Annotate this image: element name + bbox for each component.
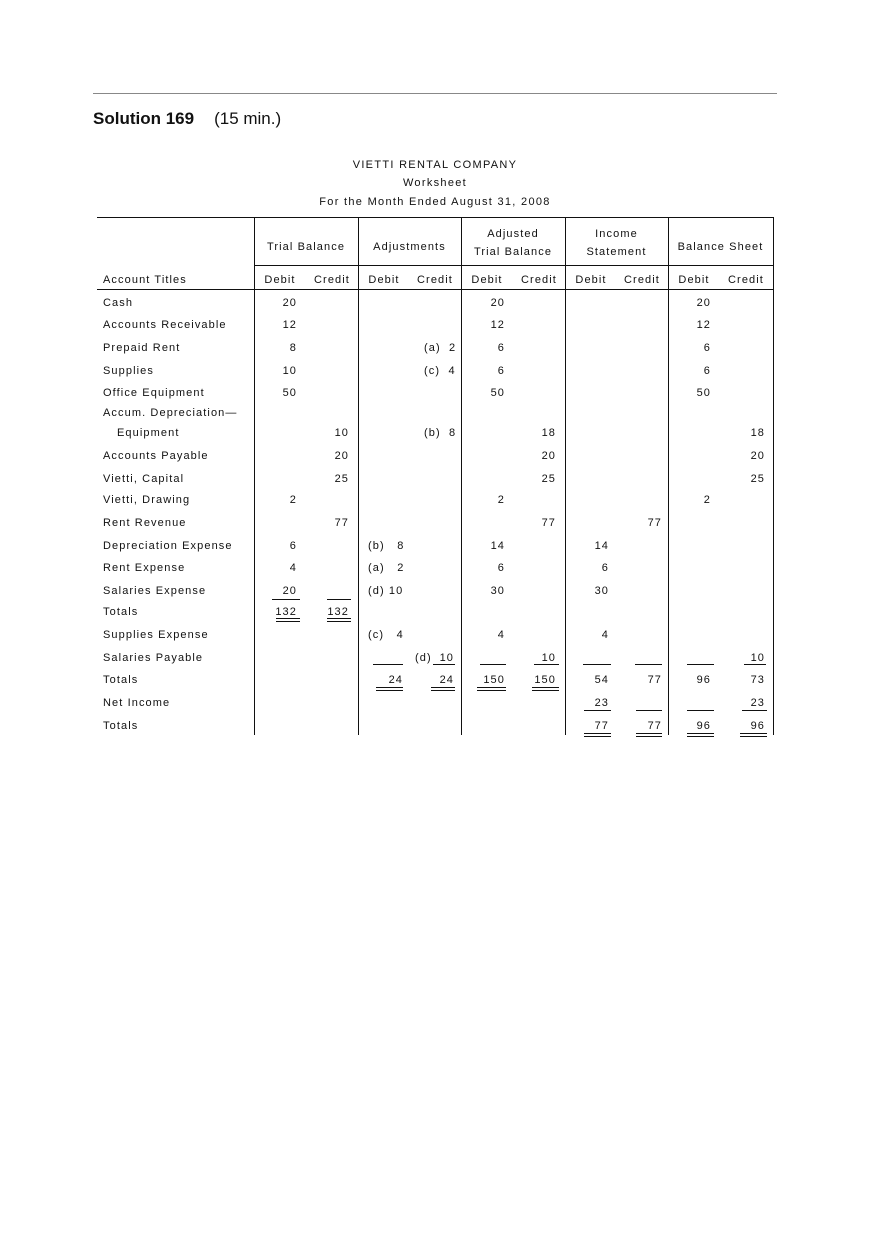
- account-title: Supplies: [103, 365, 154, 377]
- header-debit-0: Debit: [264, 274, 296, 286]
- column-divider-2: [461, 217, 462, 735]
- bs-net-underline: [742, 710, 767, 711]
- amount-tb-d: 2: [289, 494, 297, 506]
- is-net-underline: [584, 710, 611, 711]
- bs-c-final-line1: [740, 733, 767, 734]
- account-title: Vietti, Capital: [103, 473, 185, 485]
- bs-debit-underline: [687, 664, 714, 665]
- amount-tb-d: 8: [289, 342, 297, 354]
- amount-adj-c: (c) 4: [424, 365, 456, 377]
- amount-is-d: 23: [594, 697, 609, 709]
- atb-total-line1: [477, 687, 506, 688]
- atb-credit-underline: [534, 664, 559, 665]
- adj-c-total-line1: [431, 687, 455, 688]
- group-header-divider: [254, 265, 774, 266]
- group-adjusted-line1: Adjusted: [487, 228, 539, 240]
- group-trial-balance: Trial Balance: [266, 241, 346, 253]
- amount-bs-d: 96: [696, 674, 711, 686]
- tb-debit-underline: [272, 599, 300, 600]
- amount-tb-d: 132: [275, 606, 297, 618]
- amount-tb-d: 10: [282, 365, 297, 377]
- bs-final-line1: [687, 733, 714, 734]
- adj-debit-underline: [373, 664, 403, 665]
- is-c-final-line2: [636, 736, 662, 737]
- amount-adj-c: 10: [439, 652, 454, 664]
- tb-debit-total-line2: [276, 621, 300, 622]
- company-name: VIETTI RENTAL COMPANY: [352, 159, 518, 171]
- amount-is-c: 77: [647, 517, 662, 529]
- amount-adj-tb_c: 25: [541, 473, 556, 485]
- tb-credit-total-line2: [327, 621, 351, 622]
- amount-adj-tb_d: 150: [483, 674, 505, 686]
- amount-is-c: 77: [647, 674, 662, 686]
- amount-tb-c: 132: [327, 606, 349, 618]
- tb-debit-total-line1: [276, 618, 300, 619]
- adj-total-line1: [376, 687, 403, 688]
- account-title: Totals: [103, 606, 139, 618]
- adj-total-line2: [376, 690, 403, 691]
- is-c-net-underline: [636, 710, 662, 711]
- document-title: Worksheet: [402, 177, 468, 189]
- amount-bs-d: 2: [703, 494, 711, 506]
- account-title: Accounts Payable: [103, 450, 209, 462]
- amount-tb-d: 20: [282, 585, 297, 597]
- amount-adj-tb_d: 30: [490, 585, 505, 597]
- bs-c-final-line2: [740, 736, 767, 737]
- tb-credit-total-line1: [327, 618, 351, 619]
- amount-adj-d: (c) 4: [368, 629, 404, 641]
- amount-bs-c: 23: [750, 697, 765, 709]
- amount-adj-d: (b) 8: [368, 540, 405, 552]
- account-title: Net Income: [103, 697, 171, 709]
- bs-final-line2: [687, 736, 714, 737]
- account-title: Accounts Receivable: [103, 319, 227, 331]
- amount-is-d: 30: [594, 585, 609, 597]
- header-credit-7: Credit: [624, 274, 660, 286]
- amount-adj-c: (a) 2: [424, 342, 457, 354]
- amount-tb-c: 20: [334, 450, 349, 462]
- adj-c-total-line2: [431, 690, 455, 691]
- header-credit-1: Credit: [314, 274, 350, 286]
- column-divider-0: [254, 217, 255, 735]
- amount-is-d: 6: [601, 562, 609, 574]
- header-credit-5: Credit: [521, 274, 557, 286]
- amount-is-d: 14: [594, 540, 609, 552]
- amount-adj-tb_d: 6: [497, 342, 505, 354]
- account-title: Salaries Payable: [103, 652, 204, 664]
- amount-adj-tb_d: 50: [490, 387, 505, 399]
- column-divider-5: [773, 217, 774, 735]
- amount-tb-c: 25: [334, 473, 349, 485]
- solution-title: Solution 169: [93, 109, 195, 128]
- amount-adj-tb_c: 20: [541, 450, 556, 462]
- account-title: Salaries Expense: [103, 585, 207, 597]
- account-title-continued: Equipment: [117, 427, 180, 439]
- column-divider-3: [565, 217, 566, 735]
- adj-credit-underline: [433, 664, 455, 665]
- amount-tb-c: 77: [334, 517, 349, 529]
- amount-is-d: 4: [601, 629, 609, 641]
- header-debit-8: Debit: [678, 274, 710, 286]
- atb-c-total-line2: [532, 690, 559, 691]
- amount-adj-tb_d: 4: [497, 629, 505, 641]
- header-credit-3: Credit: [417, 274, 453, 286]
- period-line: For the Month Ended August 31, 2008: [319, 196, 551, 208]
- column-header-divider: [97, 289, 774, 290]
- amount-bs-d: 20: [696, 297, 711, 309]
- group-income-line1: Income: [595, 228, 638, 240]
- account-title: Office Equipment: [103, 387, 205, 399]
- atb-total-line2: [477, 690, 506, 691]
- atb-c-total-line1: [532, 687, 559, 688]
- is-debit-underline: [583, 664, 611, 665]
- group-adjusted-line2: Trial Balance: [473, 246, 553, 258]
- amount-adj-d: 24: [388, 674, 403, 686]
- column-divider-4: [668, 217, 669, 735]
- group-balance-sheet: Balance Sheet: [677, 241, 764, 253]
- account-title: Supplies Expense: [103, 629, 209, 641]
- amount-bs-c: 10: [750, 652, 765, 664]
- amount-adj-d: (d) 10: [368, 585, 404, 597]
- column-divider-1: [358, 217, 359, 735]
- amount-tb-d: 20: [282, 297, 297, 309]
- amount-tb-d: 12: [282, 319, 297, 331]
- account-title: Rent Expense: [103, 562, 186, 574]
- amount-adj-tb_d: 12: [490, 319, 505, 331]
- amount-bs-d: 6: [703, 342, 711, 354]
- amount-is-d: 54: [594, 674, 609, 686]
- header-credit-9: Credit: [728, 274, 764, 286]
- amount-bs-c: 20: [750, 450, 765, 462]
- amount-bs-c: 96: [750, 720, 765, 732]
- bs-credit-underline: [744, 664, 766, 665]
- amount-is-d: 77: [594, 720, 609, 732]
- group-income-line2: Statement: [586, 246, 647, 258]
- amount-bs-c: 25: [750, 473, 765, 485]
- group-adjustments: Adjustments: [373, 241, 446, 253]
- account-title: Prepaid Rent: [103, 342, 181, 354]
- account-title: Totals: [103, 674, 139, 686]
- amount-bs-d: 50: [696, 387, 711, 399]
- tb-credit-underline: [327, 599, 351, 600]
- amount-tb-d: 6: [289, 540, 297, 552]
- is-final-line1: [584, 733, 611, 734]
- amount-adj-d: (a) 2: [368, 562, 405, 574]
- is-final-line2: [584, 736, 611, 737]
- table-top-border: [97, 217, 774, 218]
- amount-bs-c: 18: [750, 427, 765, 439]
- account-title: Cash: [103, 297, 134, 309]
- amount-adj-c: (b) 8: [424, 427, 457, 439]
- account-title: Totals: [103, 720, 139, 732]
- amount-tb-c: 10: [334, 427, 349, 439]
- is-credit-underline: [635, 664, 662, 665]
- header-debit-2: Debit: [368, 274, 400, 286]
- amount-adj-tb_d: 6: [497, 365, 505, 377]
- amount-tb-d: 4: [289, 562, 297, 574]
- amount-adj-tb_d: 14: [490, 540, 505, 552]
- amount-adj-tb_c: 150: [534, 674, 556, 686]
- is-c-final-line1: [636, 733, 662, 734]
- amount-adj-tb_c: 77: [541, 517, 556, 529]
- amount-is-c: 77: [647, 720, 662, 732]
- account-title: Accum. Depreciation—: [103, 407, 238, 419]
- amount-adj-c: 24: [439, 674, 454, 686]
- amount-adj-tb_c: 10: [541, 652, 556, 664]
- header-account-titles: Account Titles: [103, 274, 187, 286]
- amount-adj-tb_d: 20: [490, 297, 505, 309]
- amount-adj-tb_d: 2: [497, 494, 505, 506]
- worksheet-table: [97, 217, 774, 735]
- amount-adj-tb_d: 6: [497, 562, 505, 574]
- header-debit-6: Debit: [575, 274, 607, 286]
- amount-bs-c: 73: [750, 674, 765, 686]
- amount-tb-d: 50: [282, 387, 297, 399]
- account-title: Rent Revenue: [103, 517, 187, 529]
- top-rule: [93, 93, 777, 94]
- amount-bs-d: 6: [703, 365, 711, 377]
- account-title: Depreciation Expense: [103, 540, 233, 552]
- amount-adj-tb_c: 18: [541, 427, 556, 439]
- solution-heading: [93, 109, 281, 129]
- header-debit-4: Debit: [471, 274, 503, 286]
- solution-time: (15 min.): [214, 109, 282, 128]
- amount-bs-d: 12: [696, 319, 711, 331]
- atb-debit-underline: [480, 664, 506, 665]
- bs-d-net-underline: [687, 710, 714, 711]
- amount-adj-c: (d): [415, 652, 432, 664]
- amount-bs-d: 96: [696, 720, 711, 732]
- account-title: Vietti, Drawing: [103, 494, 191, 506]
